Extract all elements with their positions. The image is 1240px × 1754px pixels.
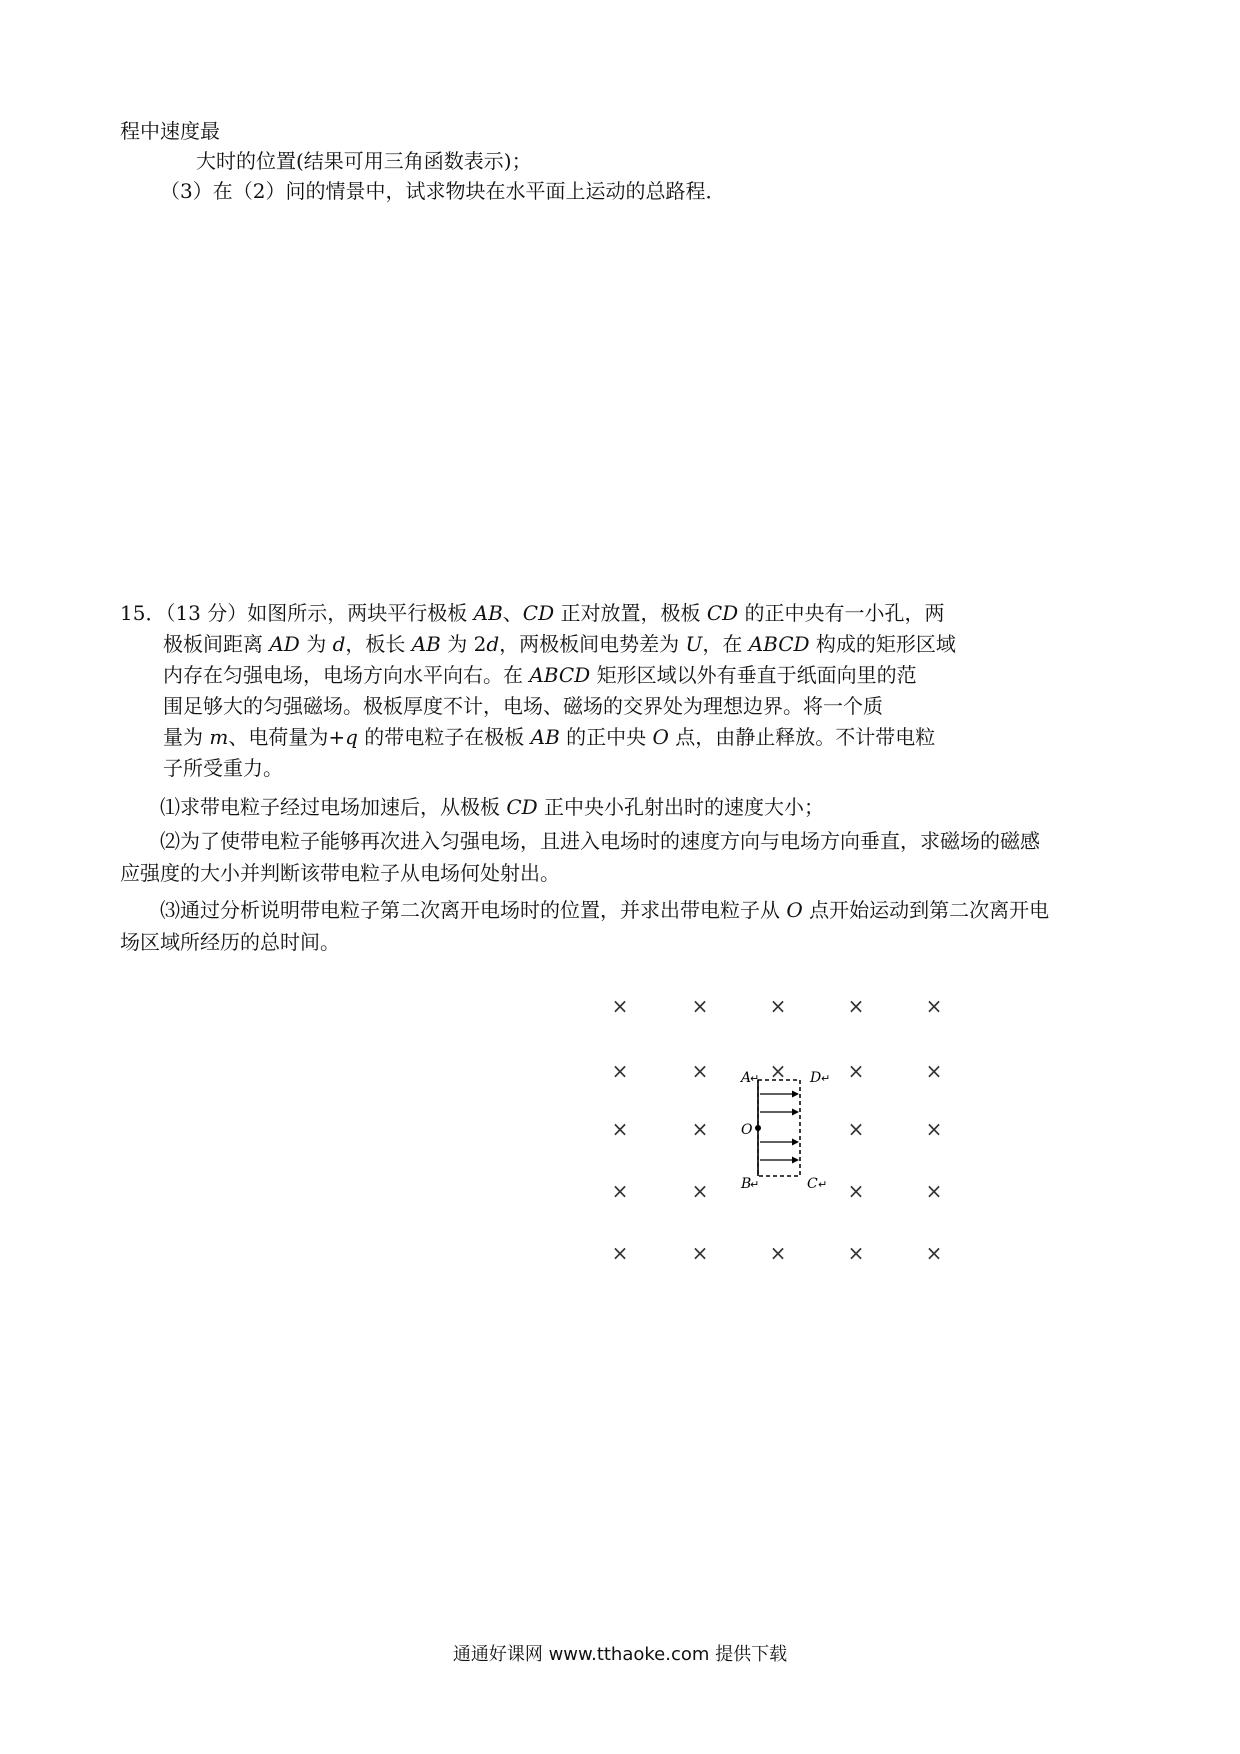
field-cross: × [691, 1059, 709, 1083]
field-cross: × [847, 1117, 865, 1141]
field-cross: × [847, 1241, 865, 1265]
field-diagram [600, 990, 960, 1290]
label-c: C [807, 1176, 818, 1192]
point-o [755, 1125, 761, 1131]
field-cross: × [691, 1117, 709, 1141]
field-cross: × [691, 994, 709, 1018]
q15-line-6: 子所受重力。 [163, 756, 283, 780]
q15-line-2: 极板间距离 AD 为 d，板长 AB 为 2d，两极板间电势差为 U，在 ABCD 构成的矩形区域 [163, 632, 956, 656]
field-cross: × [611, 994, 629, 1018]
q15-line-5: 量为 m、电荷量为+q 的带电粒子在极板 AB 的正中央 O 点，由静止释放。不计带电粒 [163, 725, 936, 749]
field-cross: × [611, 1179, 629, 1203]
prev-q-line-3: （3）在（2）问的情景中，试求物块在水平面上运动的总路程． [160, 179, 726, 203]
label-a-mark: ↵ [750, 1072, 760, 1085]
label-d-mark: ↵ [821, 1072, 831, 1085]
field-cross: × [925, 1059, 943, 1083]
field-cross: × [611, 1059, 629, 1083]
magnetic-field-crosses [612, 994, 943, 1265]
field-cross: × [847, 1179, 865, 1203]
q15-part-1: ⑴求带电粒子经过电场加速后，从极板 CD 正中央小孔射出时的速度大小； [160, 795, 825, 819]
q15-part-2-line-2: 应强度的大小并判断该带电粒子从电场何处射出。 [120, 861, 560, 885]
q15-line-3: 内存在匀强电场，电场方向水平向右。在 ABCD 矩形区域以外有垂直于纸面向里的范 [163, 663, 917, 687]
q15-part-2-line-1: ⑵为了使带电粒子能够再次进入匀强电场，且进入电场时的速度方向与电场方向垂直，求磁场的磁感 [160, 829, 1040, 853]
prev-q-line-1: 程中速度最 [120, 119, 220, 143]
field-cross: × [925, 1179, 943, 1203]
label-d: D [810, 1070, 822, 1086]
label-a: A [741, 1070, 752, 1086]
electric-field-arrows [760, 1091, 799, 1164]
field-arrow-head [792, 1139, 799, 1146]
q15-part-3-line-1: ⑶通过分析说明带电粒子第二次离开电场时的位置，并求出带电粒子从 O 点开始运动到第二次离开电 [160, 898, 1050, 922]
field-cross: × [769, 1241, 787, 1265]
label-c-mark: ↵ [818, 1178, 828, 1191]
footer-source: 通通好课网 www.tthaoke.com 提供下载 [452, 1644, 788, 1665]
field-cross: × [847, 994, 865, 1018]
label-b-mark: ↵ [750, 1178, 760, 1191]
field-arrow-head [792, 1109, 799, 1116]
field-cross: × [611, 1117, 629, 1141]
prev-q-line-2: 大时的位置(结果可用三角函数表示)； [196, 149, 532, 173]
field-cross: × [769, 1059, 787, 1083]
label-o: O [741, 1122, 753, 1138]
field-cross: × [769, 994, 787, 1018]
q15-line-1: 15．（13 分）如图所示，两块平行极板 AB、CD 正对放置，极板 CD 的正中央有一小孔，两 [120, 601, 945, 625]
field-cross: × [611, 1241, 629, 1265]
field-arrow-head [792, 1091, 799, 1098]
q15-part-3-line-2: 场区域所经历的总时间。 [120, 930, 340, 954]
field-cross: × [847, 1059, 865, 1083]
label-b: B [741, 1176, 752, 1192]
field-cross: × [691, 1179, 709, 1203]
field-cross: × [925, 994, 943, 1018]
field-cross: × [925, 1241, 943, 1265]
field-cross: × [925, 1117, 943, 1141]
field-cross: × [691, 1241, 709, 1265]
field-arrow-head [792, 1157, 799, 1164]
q15-line-4: 围足够大的匀强磁场。极板厚度不计，电场、磁场的交界处为理想边界。将一个质 [163, 694, 883, 718]
